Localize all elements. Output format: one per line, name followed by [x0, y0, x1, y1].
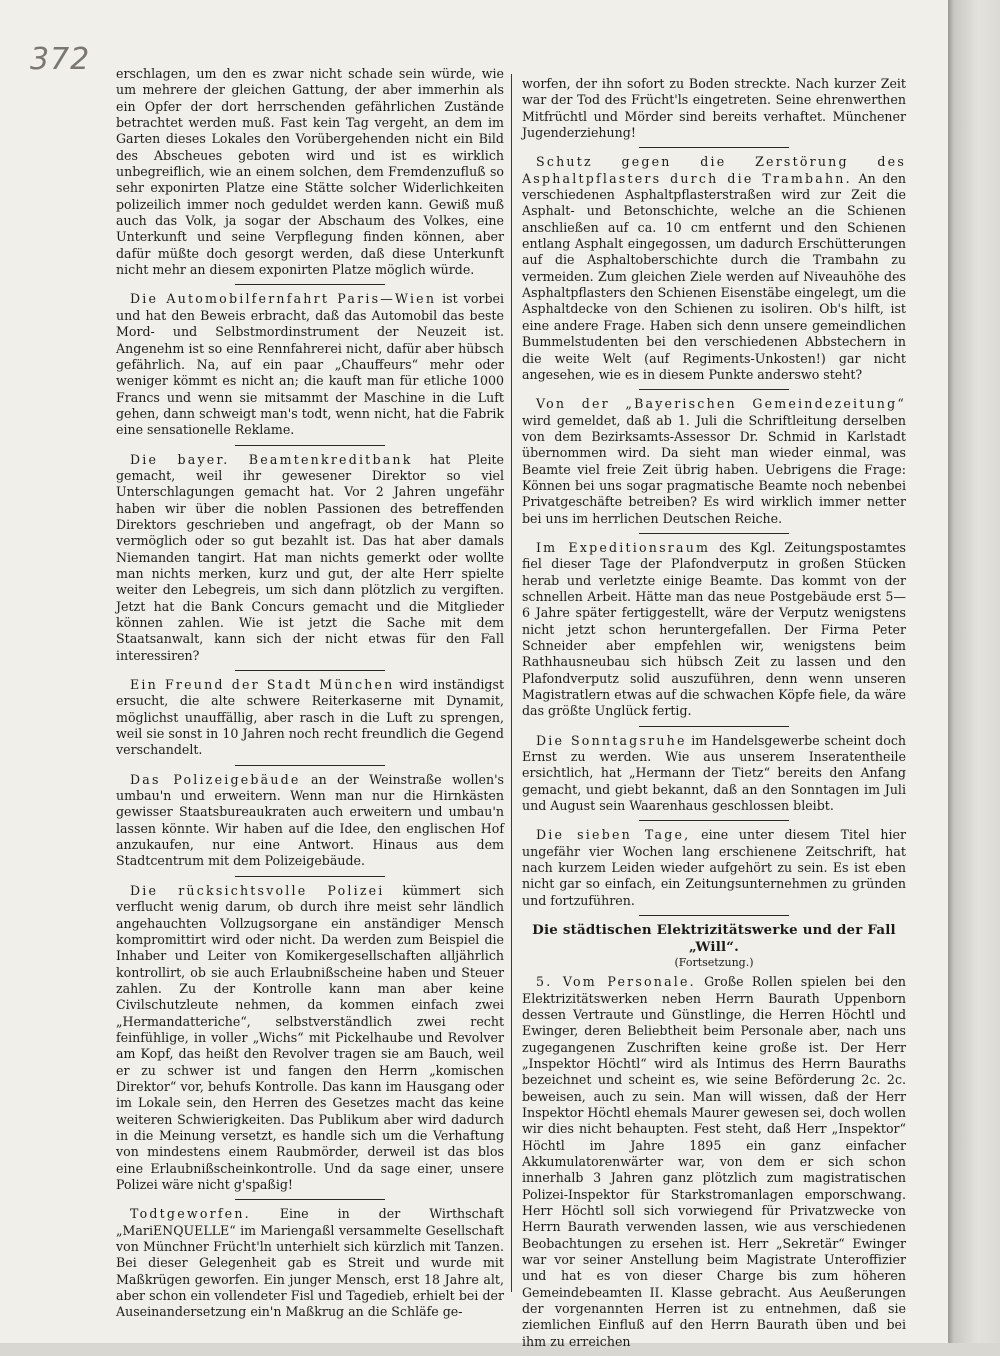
article: [522, 827, 906, 909]
article-lead: 5. Vom Personale.: [536, 974, 696, 990]
article-text: wird inständigst ersucht, die alte schwere Reiterkaserne mit Dynamit, möglichst unauffällig, aber rasch in die Luft zu sprengen, weil sie sonst in 10 Jahren noch recht freundlich die Gegend verschandelt.: [116, 677, 505, 758]
separator-rule: [639, 533, 789, 534]
article-text: ist vorbei und hat den Beweis erbracht, daß das Automobil das beste Mord- und Selbstmordinstrument der Neuzeit ist. Angenehm ist so eine Rennfahrerei nicht, dafür aber hübsch gefährlich. Na, auf ein paar „Chauffeurs“ mehr oder weniger kömmt es nicht an; die kauft man für etliche 1000 Francs und wenn sie mitsammt der Maschine in die Luft gehen, dann schweigt man's todt, wenn nicht, hat die Fabrik eine sensationelle Reklame.: [116, 291, 504, 438]
article-lead: Das Polizeigebäude: [130, 771, 301, 787]
article-text: kümmert sich verflucht wenig darum, ob durch ihre meist sehr ländlich angehauchten Vollzugsorgane ein anständiger Mensch kompromittirt wird oder nicht. Da werden zum Beispiel die Inhaber und Leiter von Komikergesellschaften alljährlich kontrollirt, ob sie auch Erlaubnißscheine haben und Steuer zahlen. Zu der Kontrolle kann man aber keine Civilschutzleute nehmen, da kommen einfach zwei „Hermandatteriche“, selbstverständlich zwei recht feinfühlige, in voller „Wichs“ mit Pickelhaube und Revolver am Kopf, das heißt den Revolver tragen sie am Bauch, weil er zu schwer ist und fangen den Herrn „komischen Direktor“ vor, behufs Kontrolle. Das kann im Hausgang oder im Lokale sein, den Herren des Gesetzes macht das keine weiteren Schwierigkeiten. Das Publikum aber wird dadurch in die Meinung versetzt, es handle sich um die Verhaftung von mindestens einem Raubmörder, derweil ist das blos eine Erlaubnißscheinkontrolle. Und da sage einer, unsere Polizei wäre nicht g'spaßig!: [116, 882, 505, 1192]
article-lead: Die sieben Tage,: [536, 827, 691, 843]
separator-rule: [639, 389, 789, 390]
separator-rule: [235, 445, 385, 446]
article-lead: Schutz gegen die Zerstörung des Asphaltpflasters durch die Trambahn.: [522, 154, 906, 186]
article-lead: Von der „Bayerischen Gemeindezeitung“: [536, 396, 906, 412]
separator-rule: [639, 726, 789, 727]
article-text: des Kgl. Zeitungspostamtes fiel dieser Tage der Plafondverputz in großen Stücken herab und verletzte einige Beamte. Das kommt von der schnellen Arbeit. Hätte man das neue Postgebäude erst 5—6 Jahre später fertiggestellt, wäre der Verputz wenigstens nicht jetzt schon heruntergefallen. Der Firma Peter Schneider aber empfehlen wir, wenigstens beim Rathhausneubau sich hübsch Zeit zu lassen und den Plafondverputz solid auszuführen, denn wenn unseren Magistratlern etwas auf die schwachen Köpfe fiele, da wäre das größte Unglück fertig.: [522, 539, 906, 719]
article-text: an der Weinstraße wollen's umbau'n und erweitern. Wenn man nur die Hirnkästen gewisser Staatsbureaukraten auch erweitern und umbau'n lassen könnte. Wir haben auf die Idee, den englischen Hof anzukaufen, nur eine Antwort. Hinaus aus dem Stadtcentrum mit dem Polizeigebäude.: [116, 771, 504, 869]
article-text: Eine in der Wirthschaft „MariENQUELLE“ im Mariengaßl versammelte Gesellschaft von Münchner Frücht'ln unterhielt sich kürzlich mit Tanzen. Bei dieser Gelegenheit gab es Streit und wurde mit Maßkrügen geworfen. Ein junger Mensch, erst 18 Jahre alt, aber schon ein vollendeter Fisl und Tagedieb, erhielt bei der Auseinandersetzung ein'n Maßkrug an die Schläfe ge-: [116, 1206, 504, 1320]
article: [116, 66, 504, 278]
article: [116, 883, 504, 1194]
separator-rule: [235, 670, 385, 671]
separator-rule: [639, 820, 789, 821]
article: [116, 1206, 504, 1320]
article: [116, 291, 504, 438]
separator-rule: [235, 284, 385, 285]
article: [522, 76, 906, 141]
article-lead: Die bayer. Beamtenkreditbank: [130, 451, 413, 467]
article: [522, 733, 906, 815]
separator-rule: [639, 915, 789, 916]
article-lead: Ein Freund der Stadt München: [130, 677, 395, 693]
article-text: worfen, der ihn sofort zu Boden streckte. Nach kurzer Zeit war der Tod des Frücht'ls eingetreten. Seine ehrenwerthen Mitfrüchtl und Mörder sind bereits verhaftet. Münchener Jugenderziehung!: [522, 76, 906, 141]
article-lead: Im Expeditionsraum: [536, 539, 711, 555]
page-number: 372: [30, 42, 91, 77]
separator-rule: [639, 147, 789, 148]
column-rule: [511, 74, 512, 1292]
left-column: [116, 66, 504, 1327]
article-lead: Todtgeworfen.: [130, 1206, 251, 1222]
article-lead: Die rücksichtsvolle Polizei: [130, 882, 385, 898]
right-column: [522, 76, 906, 1356]
article: [522, 154, 906, 383]
article-text: hat Pleite gemacht, weil ihr gewesener Direktor so viel Unterschlagungen gemacht hat. Vor 2 Jahren ungefähr haben wir über die noblen Passionen des betreffenden Direktors geschrieben und angefragt, ob der Mann so vermöglich oder so gut bezahlt ist. Das hat aber damals Niemanden tangirt. Hat man nichts gemerkt oder wollte man nichts merken, kurz und gut, der alte Herr spielte weiter den Lebegreis, um sich dann plötzlich zu vergiften. Jetzt hat die Bank Concurs gemacht und die Mitglieder können zahlen. Wie ist jetzt die Sache mit dem Staatsanwalt, kann sich der nicht etwas für den Fall interessiren?: [116, 451, 504, 663]
article-text: im Handelsgewerbe scheint doch Ernst zu werden. Wie aus unserem Inseratentheile ersichtlich, hat „Hermann der Tietz“ bereits den Anfang gemacht, und giebt bekannt, daß an den Sonntagen im Juli und August sein Waarenhaus geschlossen bleibt.: [522, 732, 906, 814]
feature-headline: Die städtischen Elektrizitätswerke und der Fall „Will“.: [532, 922, 896, 955]
separator-rule: [235, 876, 385, 877]
article-text: An den verschiedenen Asphaltpflasterstraßen wird zur Zeit die Asphalt- und Betonschichte, welche an die Schienen anschließen auf ca. 10 cm entfernt und den Schienen entlang Asphalt eingegossen, um dadurch Erschütterungen auf die Asphaltoberschichte durch die Trambahn zu vermeiden. Zum gleichen Ziele werden auf Niveauhöhe des Asphaltpflasters den Schienen Eisenstäbe eingelegt, um die Asphaltdecke von den Schienen zu isoliren. Ob's hilft, ist eine andere Frage. Haben sich denn unsere gemeindlichen Bummelstudenten bei den verschiedenen Abbstechern in die weite Welt (auf Regiments-Unkosten!) gar nicht angesehen, wie es in diesem Punkte anderswo steht?: [522, 170, 906, 382]
binding-shadow: [948, 0, 1000, 1343]
separator-rule: [235, 1199, 385, 1200]
article: [522, 396, 906, 527]
article: [116, 677, 504, 759]
article-text: eine unter diesem Titel hier ungefähr vier Wochen lang erschienene Zeitschrift, hat nach kurzem Leiden wieder aufgehört zu sein. Es ist eben nicht gar so einfach, ein Zeitungsunternehmen zu gründen und fortzuführen.: [522, 827, 906, 908]
feature-subhead: (Fortsetzung.): [674, 955, 754, 969]
article-lead: Die Automobilfernfahrt Paris—Wien: [130, 291, 437, 307]
article-text: erschlagen, um den es zwar nicht schade sein würde, wie um mehrere der gleichen Gattung, der aber immerhin als ein Opfer der dort herrschenden gefährlichen Zustände betrachtet werden muß. Fast kein Tag vergeht, an dem im Garten dieses Lokales den Vorübergehenden nicht ein Bild des Abscheues geboten wird und ist es wirklich unbegreiflich, wie an einem solchen, dem Fremdenzufluß so sehr exponirten Platze eine Stätte solcher Widerlichkeiten polizeilich immer noch geduldet werden kann. Gewiß muß auch das Volk, ja sogar der Abschaum des Volkes, eine Unterkunft und seine Verpflegung finden können, aber dafür müßte doch gesorgt werden, daß diese Unterkunft nicht mehr an diesem exponirten Platze möglich würde.: [116, 66, 504, 278]
article: [522, 540, 906, 720]
separator-rule: [235, 765, 385, 766]
article-text: wird gemeldet, daß ab 1. Juli die Schriftleitung derselben von dem Bezirksamts-Assessor Dr. Schmid in Karlstadt übernommen wird. Da sieht man wieder einmal, was Beamte viel freie Zeit übrig haben. Uebrigens die Frage: Können bei uns sogar pragmatische Beamte noch nebenbei Privatgeschäfte betreiben? Es wird wirklich immer netter bei uns im herrlichen Deutschen Reiche.: [522, 412, 906, 526]
article-text: Große Rollen spielen bei den Elektrizitätswerken neben Herrn Baurath Uppenborn dessen Vertraute und Günstlinge, die Herren Höchtl und Ewinger, deren Beliebtheit beim Personale aber, nach uns zugegangenen Zuschriften keine große ist. Der Herr „Inspektor Höchtl“ wird als Intimus des Herrn Bauraths bezeichnet und scheint es, wie seine Beförderung 2c. 2c. beweisen, auch zu sein. Man will wissen, daß der Herr Inspektor Höchtl ehemals Maurer gewesen sei, doch wollen wir dies nicht behaupten. Fest steht, daß Herr „Inspektor“ Höchtl im Jahre 1895 ein ganz einfacher Akkumulatorenwärter war, von dem er sich schon innerhalb 3 Jahren ganz plötzlich zum magistratischen Polizei-Inspektor für Starkstromanlagen emporschwang. Herr Höchtl soll sich vorwiegend für Privatzwecke von Herrn Baurath verwenden lassen, wie aus verschiedenen Beobachtungen zu ersehen ist. Herr „Sekretär“ Ewinger war vor seiner Anstellung beim Magistrate Unteroffizier und hat es von dieser Charge bis zum höheren Gemeindebeamten II. Klasse gebracht. Aus Aeußerungen der vorgenannten Herren ist zu entnehmen, daß sie ziemlichen Einfluß auf den Herrn Baurath üben und bei ihm zu erreichen: [522, 974, 906, 1349]
feature-article: [522, 974, 906, 1350]
article: [116, 452, 504, 664]
article-lead: Die Sonntagsruhe: [536, 732, 687, 748]
article: [116, 772, 504, 870]
